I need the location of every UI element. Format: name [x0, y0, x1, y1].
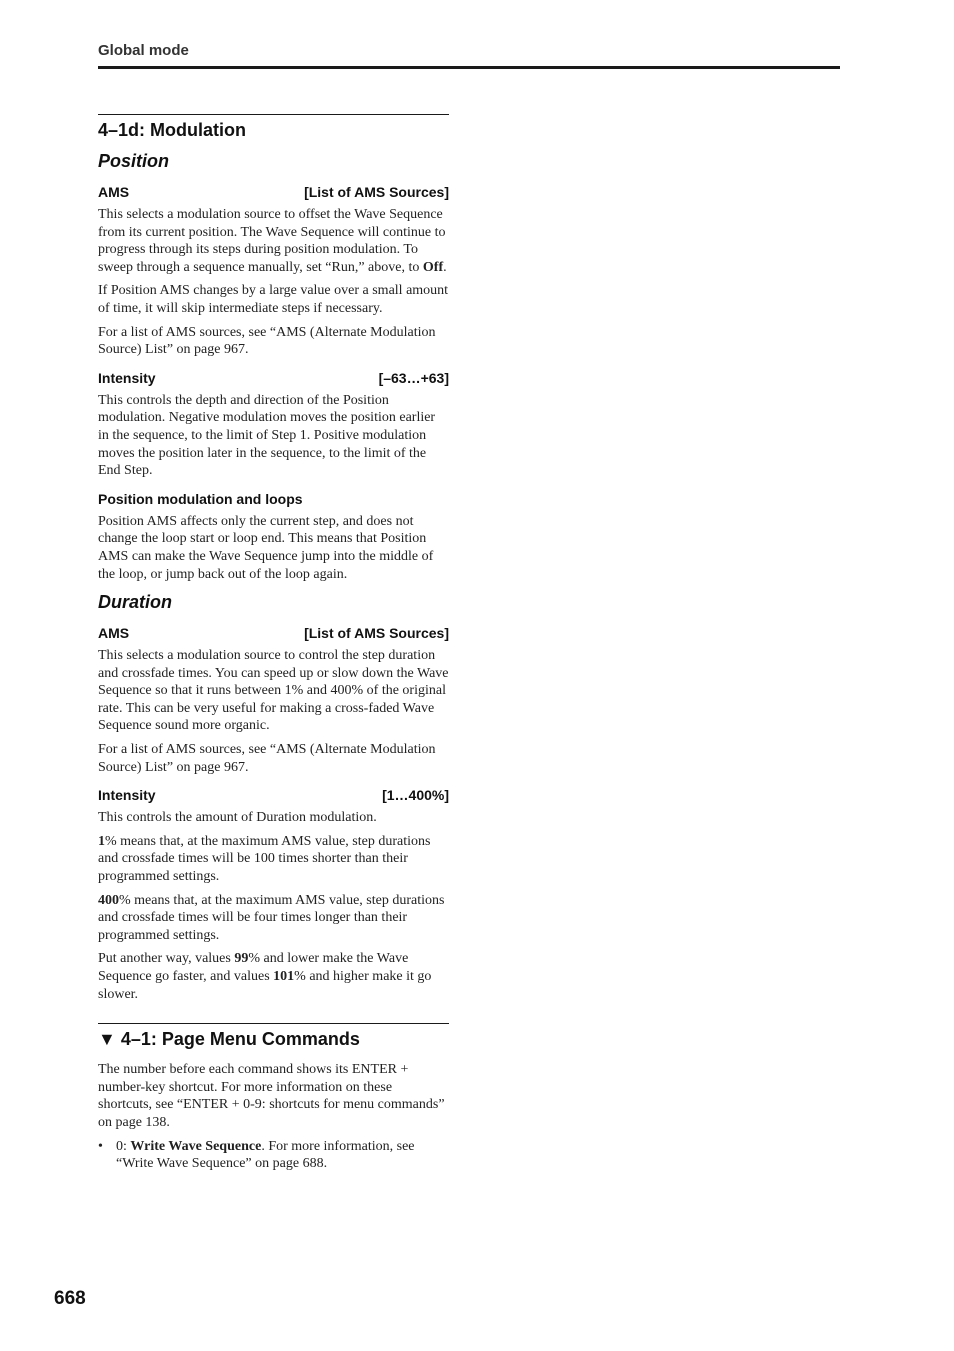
section-title-modulation: 4–1d: Modulation: [98, 120, 246, 140]
section-rule: [98, 114, 449, 115]
param-label: AMS: [98, 625, 130, 642]
paragraph-text: .: [443, 259, 447, 275]
paragraph: Position AMS affects only the current step, and does not change the loop start or loop end. This means that Position AMS can make the Wave Sequence jump into the middle of the loop, or jump back out of the loop again.: [98, 513, 434, 582]
paragraph-text: % and lower make the Wave Sequence go faster, and values: [98, 951, 409, 984]
param-range: [1…400%]: [382, 787, 449, 804]
command-name: Write Wave Sequence: [130, 1138, 262, 1154]
param-label: AMS: [98, 184, 130, 200]
paragraph: If Position AMS changes by a large value over a small amount of time, it will skip intermediate steps if necessary.: [98, 283, 449, 316]
paragraph: The number before each command shows its ENTER + number-key shortcut. For more information on these shortcuts, see “ENTER + 0-9: shortcuts for menu commands” on page 138.: [98, 1062, 445, 1130]
paragraph-text: This selects a modulation source to offset the Wave Sequence from its current position. The Wave Sequence will continue to progress through its steps during position modulation. To sweep through a sequence manually, set “Run,” above, to: [98, 207, 446, 275]
section-title-page-menu: ▼ 4–1: Page Menu Commands: [98, 1029, 360, 1050]
subsection-title-position: Position: [98, 151, 169, 171]
paragraph: For a list of AMS sources, see “AMS (Alternate Modulation Source) List” on page 967.: [98, 324, 436, 358]
heading-position-loops: Position modulation and loops: [98, 490, 303, 507]
param-label: Intensity: [98, 369, 156, 386]
paragraph: [98, 206, 449, 276]
paragraph: [98, 833, 449, 886]
bold-value: Off: [422, 259, 444, 275]
paragraph-text: Put another way, values: [98, 951, 235, 967]
param-row-duration-ams: [98, 624, 449, 642]
paragraph: [98, 892, 449, 945]
param-row-position-intensity: [98, 369, 449, 387]
bold-value: 101: [273, 969, 295, 984]
paragraph-text: % and higher make it go slower.: [98, 969, 432, 1002]
paragraph: This controls the amount of Duration modulation.: [98, 810, 377, 826]
param-row-position-ams: [98, 183, 449, 201]
bold-value: 99: [234, 951, 249, 967]
running-header: Global mode: [98, 42, 189, 59]
param-range: [List of AMS Sources]: [304, 184, 449, 200]
paragraph-text: % means that, at the maximum AMS value, step durations and crossfade times will be four times longer than their programmed settings.: [98, 892, 445, 943]
bold-value: 1: [98, 833, 105, 849]
page-number: 668: [54, 1288, 86, 1309]
subsection-title-duration: Duration: [98, 592, 172, 613]
paragraph: For a list of AMS sources, see “AMS (Alternate Modulation Source) List” on page 967.: [98, 742, 436, 775]
section-rule: [98, 1023, 449, 1024]
paragraph-text: % means that, at the maximum AMS value, step durations and crossfade times will be 100 times shorter than their programmed settings.: [98, 833, 431, 885]
list-item-text: [116, 1138, 449, 1173]
list-item: [98, 1138, 449, 1173]
bullet-dot: •: [98, 1138, 103, 1154]
paragraph: [98, 950, 449, 1003]
header-rule: [98, 66, 840, 69]
param-label: Intensity: [98, 787, 156, 804]
param-row-duration-intensity: [98, 786, 449, 804]
bold-value: 400: [98, 892, 119, 908]
paragraph: This controls the depth and direction of the Position modulation. Negative modulation moves the position earlier in the sequence, to the limit of Step 1. Positive modulation moves the position later in the sequence, to the limit of the End Step.: [98, 392, 436, 479]
list-item-desc: . For more information, see “Write Wave Sequence” on page 688.: [116, 1138, 415, 1172]
spacer: [98, 1009, 449, 1023]
content-column: [98, 114, 449, 1179]
param-range: [List of AMS Sources]: [304, 625, 449, 642]
command-number: 0:: [116, 1138, 131, 1154]
param-range: [–63…+63]: [378, 369, 449, 386]
paragraph: This selects a modulation source to control the step duration and crossfade times. You can speed up or slow down the Wave Sequence so that it runs between 1% and 400% of the original rate. This can be very useful for making a cross-faded Wave Sequence sound more organic.: [98, 648, 449, 734]
